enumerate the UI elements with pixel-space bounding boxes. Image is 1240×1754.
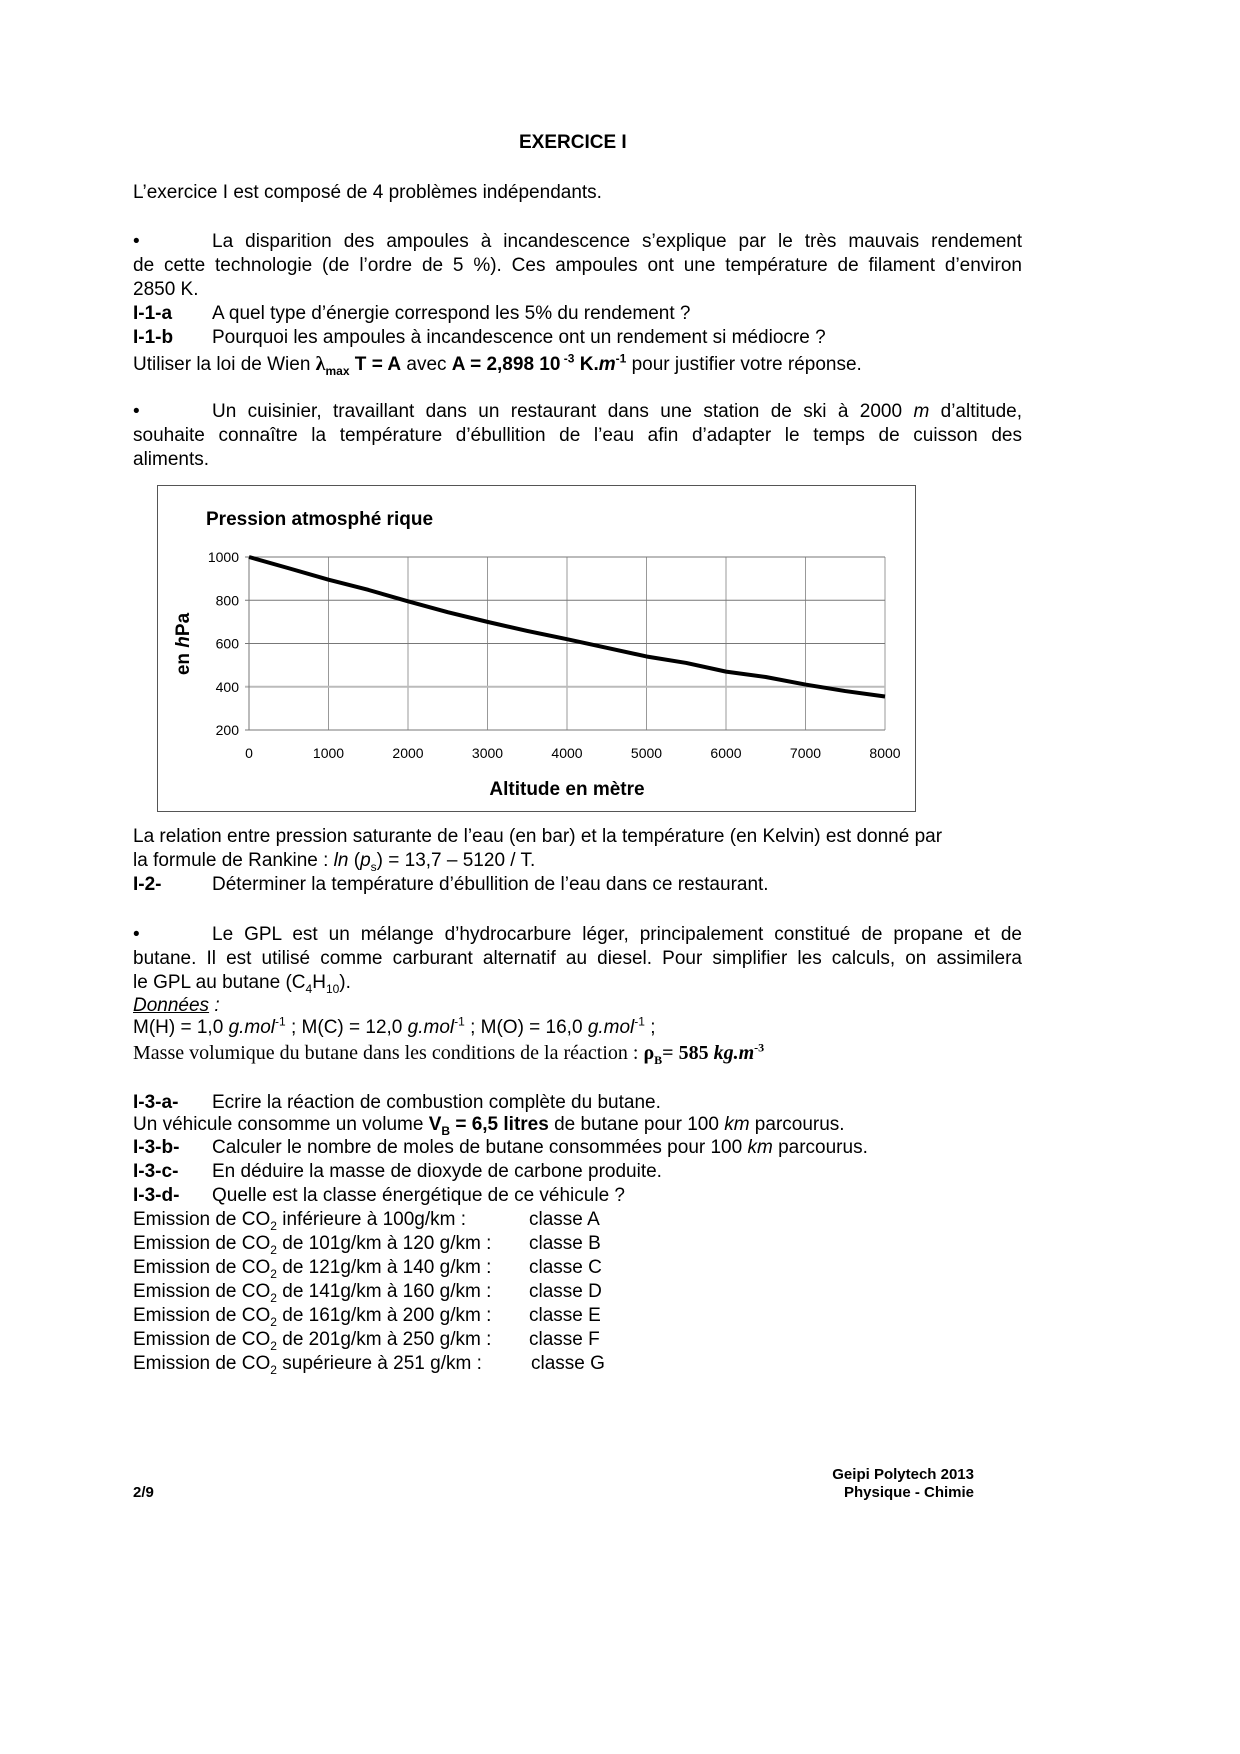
chart-title: Pression atmosphé rique — [206, 509, 434, 530]
range-text: de 201g/km à 250 g/km : — [276, 1329, 492, 1350]
y-axis-title-part: en — [173, 647, 194, 676]
exponent: -1 — [454, 1014, 465, 1029]
x-tick-label: 7000 — [789, 745, 822, 761]
text: m — [913, 401, 930, 422]
question-label: I-2- — [133, 874, 162, 895]
emission-class-row — [133, 1232, 601, 1257]
text: g.mol — [587, 1017, 635, 1038]
text: kg.m — [713, 1042, 755, 1064]
paragraph-bulbs — [133, 230, 1022, 302]
question-text: Quelle est la classe énergétique de ce véhicule ? — [212, 1185, 625, 1206]
text-line: de cette technologie (de l’ordre de 5 %). Ces ampoules ont une température de filament d’environ — [133, 255, 1022, 276]
page-number: 2/9 — [133, 1484, 154, 1501]
footer-line: Physique - Chimie — [843, 1484, 974, 1501]
paragraph-cook — [133, 400, 1022, 472]
x-tick-label: 2000 — [392, 745, 424, 761]
subscript: 2 — [270, 1266, 277, 1281]
subscript: 2 — [270, 1242, 277, 1257]
question-i3a — [133, 1091, 661, 1115]
text: Emission de CO — [133, 1329, 271, 1350]
text: Emission de CO — [133, 1281, 271, 1302]
text: M(H) = 1,0 — [133, 1017, 229, 1038]
subscript: max — [325, 363, 350, 378]
text: avec — [401, 354, 452, 375]
exponent: -1 — [615, 351, 627, 366]
y-tick-label: 1000 — [207, 549, 239, 565]
x-tick-label: 5000 — [630, 745, 663, 761]
exponent: -3 — [754, 1040, 765, 1055]
text: : — [209, 995, 220, 1016]
rankine-line-1: La relation entre pression saturante de l’eau (en bar) et la température (en Kelvin) est donné par — [133, 826, 943, 847]
rho-symbol: ρ — [643, 1042, 655, 1064]
subscript: B — [654, 1053, 663, 1067]
text-line: 2850 K. — [133, 279, 199, 300]
subscript: s — [370, 859, 377, 874]
class-label: classe A — [529, 1209, 600, 1230]
emission-class-row — [133, 1256, 602, 1281]
emission-class-row — [133, 1352, 605, 1377]
text: ( — [348, 850, 361, 871]
question-label: I-3-d- — [133, 1185, 180, 1206]
text: Données — [133, 995, 210, 1016]
text-line: aliments. — [133, 449, 210, 470]
text: = 585 — [662, 1042, 714, 1064]
subscript: 2 — [270, 1338, 277, 1353]
text: Masse volumique du butane dans les conditions de la réaction : — [133, 1042, 644, 1064]
class-label: classe B — [529, 1233, 601, 1254]
rankine-line-2 — [133, 849, 535, 873]
subscript: 2 — [270, 1362, 277, 1377]
question-label: I-3-c- — [133, 1161, 179, 1182]
text: V — [428, 1114, 442, 1135]
chart-svg — [158, 486, 915, 811]
text: le GPL au butane (C — [133, 972, 306, 993]
vehicle-line — [133, 1113, 845, 1137]
question-i3b — [133, 1136, 868, 1160]
exponent: -3 — [560, 351, 575, 366]
data-heading — [133, 994, 220, 1018]
text: Emission de CO — [133, 1233, 271, 1254]
text: la formule de Rankine : — [133, 850, 334, 871]
y-tick-label: 800 — [215, 592, 239, 609]
question-i1b — [133, 326, 826, 350]
emission-class-row — [133, 1280, 602, 1305]
text: Utiliser la loi de Wien — [133, 354, 316, 375]
subscript: 4 — [305, 981, 313, 996]
text: km — [747, 1137, 773, 1158]
question-text: En déduire la masse de dioxyde de carbone produite. — [212, 1161, 662, 1182]
x-tick-label: 6000 — [710, 745, 742, 761]
text: g.mol — [228, 1017, 276, 1038]
text: ln — [333, 850, 349, 871]
text: ; — [644, 1017, 656, 1038]
text: ) = 13,7 – 5120 / T. — [376, 850, 536, 871]
question-label: I-1-a — [133, 303, 173, 324]
subscript: 2 — [270, 1290, 277, 1305]
text: parcourus. — [749, 1114, 845, 1135]
question-text: Déterminer la température d’ébullition de l’eau dans ce restaurant. — [212, 874, 769, 895]
question-text: Calculer le nombre de moles de butane consommées pour 100 — [212, 1137, 748, 1158]
text-line: La disparition des ampoules à incandescence s’explique par le très mauvais rendement — [212, 231, 1022, 252]
text: Le GPL est un mélange d’hydrocarbure léger, principalement constitué de propane et de — [212, 924, 1022, 945]
x-tick-label: 4000 — [551, 745, 583, 761]
x-axis-title: Altitude en mètre — [489, 779, 645, 800]
text: pour justifier votre réponse. — [626, 354, 862, 375]
x-tick-label: 1000 — [312, 745, 345, 761]
y-axis-title-part: h — [173, 636, 194, 648]
question-i3d — [133, 1184, 625, 1208]
text: K. — [574, 354, 599, 375]
class-label: classe E — [529, 1305, 601, 1326]
text: km — [724, 1114, 750, 1135]
text: A = 2,898 10 — [451, 354, 561, 375]
text: parcourus. — [772, 1137, 868, 1158]
text: g.mol — [407, 1017, 455, 1038]
question-text: Pourquoi les ampoules à incandescence ont un rendement si médiocre ? — [212, 327, 826, 348]
footer-line: Geipi Polytech 2013 — [832, 1466, 974, 1483]
y-axis-title — [173, 612, 194, 675]
class-label: classe G — [531, 1353, 605, 1374]
y-tick-label: 600 — [215, 635, 239, 652]
range-text: de 101g/km à 120 g/km : — [276, 1233, 492, 1254]
subscript: B — [441, 1123, 451, 1138]
subscript: 2 — [270, 1314, 277, 1329]
text: ; M(O) = 16,0 — [464, 1017, 588, 1038]
text: Emission de CO — [133, 1353, 271, 1374]
text: T = A — [349, 354, 402, 375]
butane-density — [133, 1041, 764, 1065]
emission-class-row — [133, 1208, 600, 1233]
question-i2 — [133, 873, 769, 897]
text: Emission de CO — [133, 1257, 271, 1278]
text-line: souhaite connaître la température d’ébullition de l’eau afin d’adapter le temps de cuisson des — [133, 425, 1022, 446]
range-text: supérieure à 251 g/km : — [276, 1353, 482, 1374]
bullet: • — [133, 924, 140, 945]
question-i3c — [133, 1160, 662, 1184]
footer-right — [812, 1466, 974, 1502]
paragraph-gpl — [133, 923, 1022, 995]
text-line: butane. Il est utilisé comme carburant alternatif au diesel. Pour simplifier les calculs, on assimilera — [133, 948, 1022, 969]
class-label: classe D — [529, 1281, 602, 1302]
text: Emission de CO — [133, 1305, 271, 1326]
text: p — [360, 850, 371, 871]
emission-class-row — [133, 1304, 601, 1329]
text: ; M(C) = 12,0 — [285, 1017, 408, 1038]
text: de butane pour 100 — [548, 1114, 725, 1135]
lambda-symbol: λ — [315, 353, 326, 375]
intro-text: L’exercice I est composé de 4 problèmes indépendants. — [133, 182, 602, 203]
text: = 6,5 litres — [450, 1114, 549, 1135]
emission-class-row — [133, 1328, 600, 1353]
text: ). — [339, 972, 351, 993]
x-tick-label: 3000 — [471, 745, 504, 761]
text: m — [598, 354, 616, 375]
text: Un véhicule consomme un volume — [133, 1114, 429, 1135]
class-label: classe C — [529, 1257, 602, 1278]
bullet: • — [133, 401, 140, 422]
question-i1a — [133, 302, 690, 326]
exponent: -1 — [634, 1014, 645, 1029]
bullet: • — [133, 231, 140, 252]
question-label: I-1-b — [133, 327, 174, 348]
wien-law-line — [133, 352, 862, 377]
question-label: I-3-a- — [133, 1092, 179, 1113]
y-axis-title-part: Pa — [173, 612, 194, 637]
y-tick-label: 400 — [215, 678, 239, 695]
class-label: classe F — [529, 1329, 600, 1350]
x-tick-label: 0 — [245, 745, 253, 761]
question-label: I-3-b- — [133, 1137, 180, 1158]
molar-masses — [133, 1016, 656, 1040]
subscript: 10 — [325, 981, 340, 996]
y-tick-label: 200 — [215, 722, 239, 738]
range-text: de 141g/km à 160 g/km : — [276, 1281, 492, 1302]
pressure-chart — [157, 485, 916, 812]
range-text: de 161g/km à 200 g/km : — [276, 1305, 492, 1326]
exponent: -1 — [275, 1014, 286, 1029]
text: Un cuisinier, travaillant dans un restaurant dans une station de ski à 2000 — [212, 401, 914, 422]
text: Emission de CO — [133, 1209, 271, 1230]
question-text: A quel type d’énergie correspond les 5% du rendement ? — [212, 303, 691, 324]
range-text: de 121g/km à 140 g/km : — [276, 1257, 492, 1278]
subscript: 2 — [270, 1218, 277, 1233]
text: H — [312, 972, 326, 993]
question-text: Ecrire la réaction de combustion complète du butane. — [212, 1092, 661, 1113]
x-tick-label: 8000 — [869, 745, 901, 761]
range-text: inférieure à 100g/km : — [276, 1209, 467, 1230]
exercise-title: EXERCICE I — [519, 132, 627, 153]
text: d’altitude, — [929, 401, 1022, 422]
